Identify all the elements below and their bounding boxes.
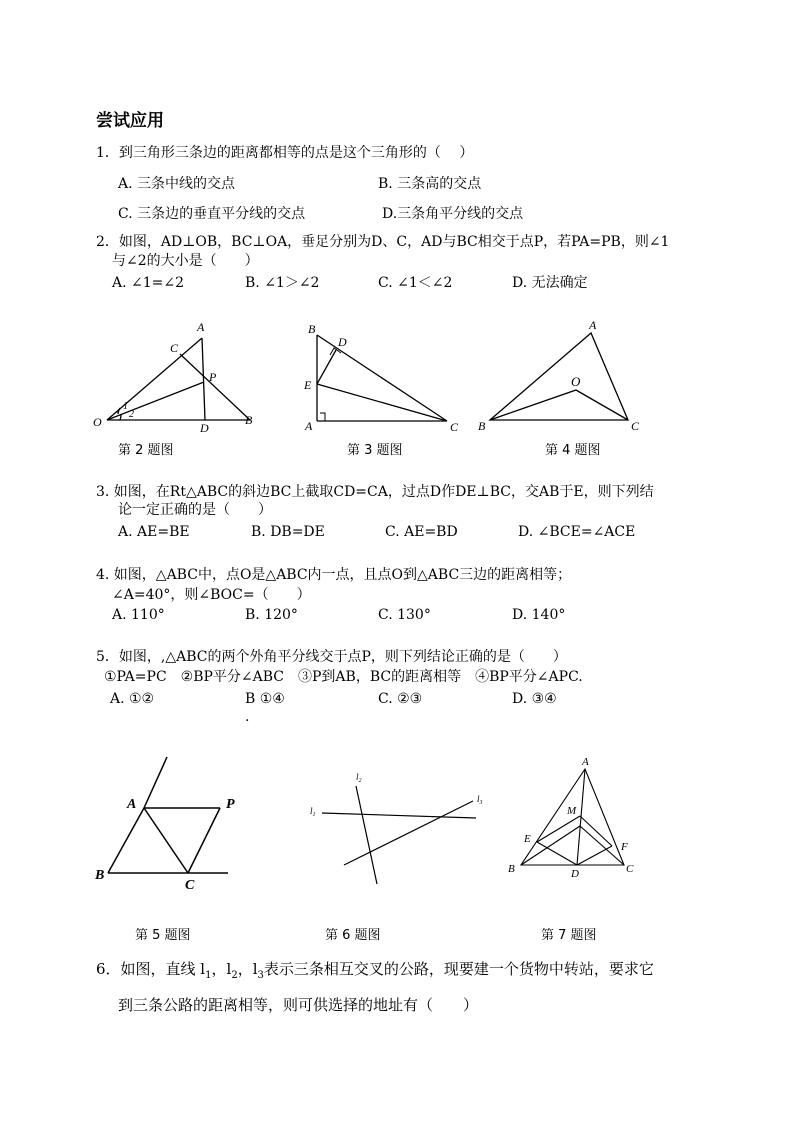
- fig7-label-c: C: [626, 863, 634, 875]
- q5-stem: 5．如图，,△ABC的两个外角平分线交于点P，则下列结论正确的是（ ）: [96, 649, 567, 665]
- q4-option-d: D. 140°: [512, 607, 566, 623]
- fig2-label-c: C: [170, 341, 179, 355]
- fig7-label-a: A: [582, 756, 589, 768]
- caption-fig2: 第 2 题图: [118, 443, 174, 458]
- section-heading: 尝试应用: [96, 111, 164, 131]
- q6-stem-line1: 6．如图，直线 $l_1$，$l_2$，$l_3$表示三条相互交叉的公路，现要建一个货物中转站，要求它: [96, 960, 654, 981]
- q5-option-c: C. ②③: [378, 691, 423, 707]
- q3-option-b: B. DB=DE: [251, 524, 325, 540]
- fig7-label-b: B: [508, 863, 515, 875]
- q2-option-c: C. ∠1＜∠2: [378, 275, 453, 291]
- q2-stem-line2: 与∠2的大小是（ ）: [112, 253, 259, 269]
- q1-stem: 1．到三角形三条边的距离都相等的点是这个三角形的（ ）: [96, 145, 474, 161]
- q3-stem-line1: 3. 如图，在Rt△ABC的斜边BC上截取CD=CA，过点D作DE⊥BC，交AB于E，则下列结: [96, 484, 654, 500]
- fig3-label-c: C: [450, 420, 459, 434]
- fig4-label-c: C: [631, 419, 640, 433]
- q5-statements: ①PA=PC ②BP平分∠ABC ③P到AB，BC的距离相等 ④BP平分∠APC.: [104, 669, 583, 685]
- q5-option-b: B ①④: [245, 691, 285, 707]
- q4-option-b: B. 120°: [245, 607, 298, 623]
- fig4-label-o: O: [571, 374, 581, 389]
- caption-fig7: 第 7 题图: [541, 928, 597, 943]
- caption-fig4: 第 4 题图: [545, 443, 601, 458]
- q3-option-a: A. AE=BE: [118, 524, 190, 540]
- fig2-angle-2: 2: [129, 409, 134, 420]
- fig2-label-o: O: [93, 415, 102, 429]
- fig6-label-l1: $l_1$: [310, 806, 316, 818]
- fig2-label-b: B: [245, 413, 253, 427]
- fig5-label-c: C: [185, 878, 195, 893]
- fig5-label-b: B: [95, 868, 105, 883]
- fig3-label-e: E: [304, 378, 312, 392]
- fig4-label-a: A: [589, 318, 597, 332]
- q5-option-d: D. ③④: [512, 691, 557, 707]
- q4-option-c: C. 130°: [378, 607, 431, 623]
- q3-stem-line2: 论一定正确的是（ ）: [118, 502, 272, 518]
- fig7-label-m: M: [567, 805, 577, 817]
- q5-stray-dot: .: [245, 709, 250, 725]
- caption-fig5: 第 5 题图: [135, 928, 191, 943]
- fig7-label-f: F: [621, 841, 628, 853]
- fig3-label-d: D: [338, 335, 347, 349]
- fig5-label-a: A: [127, 797, 137, 812]
- q4-stem-line2: ∠A=40°，则∠BOC=（ ）: [112, 587, 311, 603]
- q2-option-a: A. ∠1=∠2: [112, 275, 185, 291]
- caption-fig6: 第 6 题图: [325, 928, 381, 943]
- q3-option-c: C. AE=BD: [385, 524, 458, 540]
- fig3-label-b: B: [308, 322, 316, 336]
- caption-fig3: 第 3 题图: [347, 443, 403, 458]
- fig2-label-p: P: [209, 370, 217, 384]
- q5-option-a: A. ①②: [110, 691, 155, 707]
- q1-option-c: C. 三条边的垂直平分线的交点: [118, 206, 306, 222]
- fig3-label-a: A: [305, 419, 313, 433]
- fig6-label-l3: $l_3$: [477, 794, 483, 806]
- fig2-angle-1: 1: [123, 401, 128, 412]
- q1-option-d: D.三条角平分线的交点: [382, 206, 524, 222]
- q4-option-a: A. 110°: [112, 607, 165, 623]
- fig5-label-p: P: [226, 797, 235, 812]
- fig2-label-d: D: [200, 421, 209, 435]
- fig7-label-d: D: [571, 868, 579, 880]
- q2-option-d: D. 无法确定: [512, 275, 588, 291]
- q3-option-d: D. ∠BCE=∠ACE: [518, 524, 636, 540]
- fig7-label-e: E: [524, 833, 531, 845]
- fig4-label-b: B: [478, 419, 486, 433]
- q4-stem-line1: 4. 如图，△ABC中，点O是△ABC内一点，且点O到△ABC三边的距离相等；: [96, 567, 572, 583]
- fig6-label-l2: $l_2$: [356, 772, 362, 784]
- fig2-label-a: A: [197, 320, 205, 334]
- q1-option-b: B. 三条高的交点: [378, 176, 482, 192]
- q2-option-b: B. ∠1＞∠2: [245, 275, 320, 291]
- q2-stem-line1: 2．如图，AD⊥OB，BC⊥OA，垂足分别为D、C，AD与BC相交于点P，若PA=PB，则∠1: [96, 234, 670, 250]
- q6-stem-line2: 到三条公路的距离相等，则可供选择的地址有（ ）: [118, 996, 479, 1014]
- q1-option-a: A. 三条中线的交点: [118, 176, 236, 192]
